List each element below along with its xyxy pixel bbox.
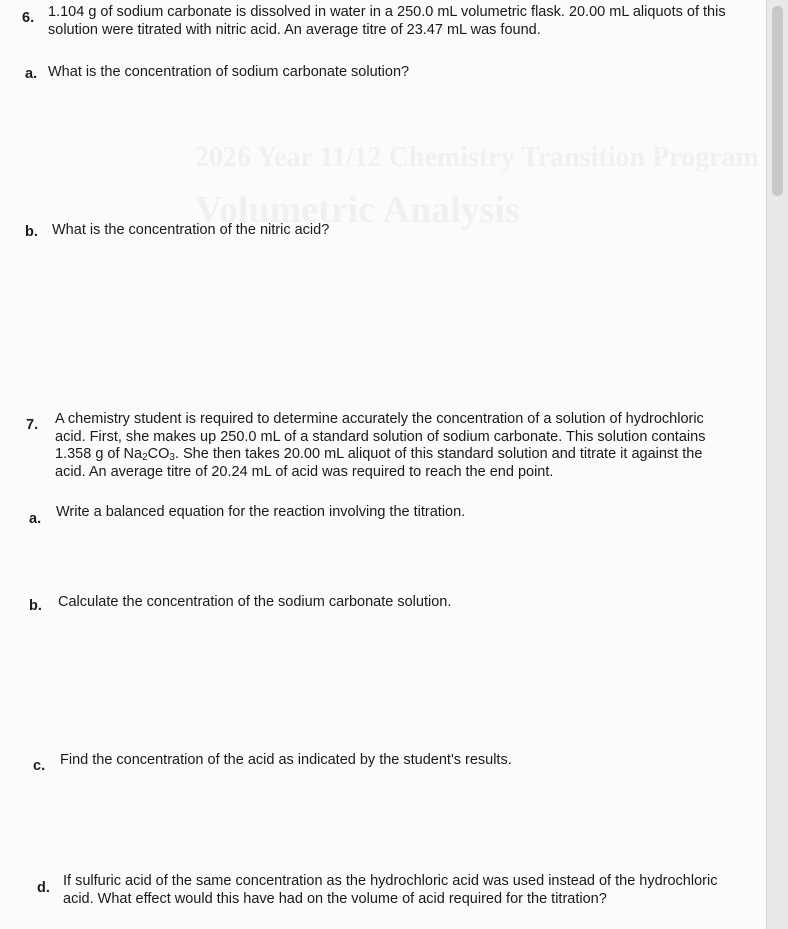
- question-text: A chemistry student is required to determine accurately the concentration of a solution of hydrochloric acid. First, she makes up 250.0 mL of a standard solution of sodium carbonate. This solution contains 1.358 g of $Na_2CO_3$. She then takes 20.00 mL aliquot of this standard solution and titrate it against the acid. An average titre of 20.24 mL of acid was required to reach the end point.: [55, 411, 706, 480]
- part-text: If sulfuric acid of the same concentration as the hydrochloric acid was used instead of the hydrochloric acid. What effect would this have had on the volume of acid required for the titration?: [63, 873, 718, 907]
- part-label: b.: [29, 598, 42, 614]
- question-number: 7.: [26, 417, 39, 433]
- question-text: 1.104 g of sodium carbonate is dissolved in water in a 250.0 mL volumetric flask. 20.00 mL aliquots of this solution were titrated with nitric acid. An average titre of 23.47 mL was found.: [48, 4, 726, 38]
- part-text: Write a balanced equation for the reaction involving the titration.: [56, 504, 466, 520]
- part-label: d.: [37, 880, 50, 896]
- part-label: c.: [33, 758, 46, 774]
- part-text: Calculate the concentration of the sodium carbonate solution.: [58, 594, 452, 610]
- part-label: b.: [25, 224, 38, 240]
- show-through-text: 2026 Year 11/12 Chemistry Transition Program: [195, 142, 759, 173]
- part-text: Find the concentration of the acid as indicated by the student's results.: [60, 752, 512, 768]
- question-number: 6.: [22, 10, 35, 26]
- part-label: a.: [29, 511, 42, 527]
- vertical-scrollbar[interactable]: [766, 0, 788, 929]
- part-text: What is the concentration of sodium carbonate solution?: [48, 64, 410, 80]
- part-label: a.: [25, 66, 38, 82]
- part-text: What is the concentration of the nitric acid?: [52, 222, 330, 238]
- show-through-text: Volumetric Analysis: [195, 189, 520, 231]
- scrollbar-thumb[interactable]: [772, 6, 783, 196]
